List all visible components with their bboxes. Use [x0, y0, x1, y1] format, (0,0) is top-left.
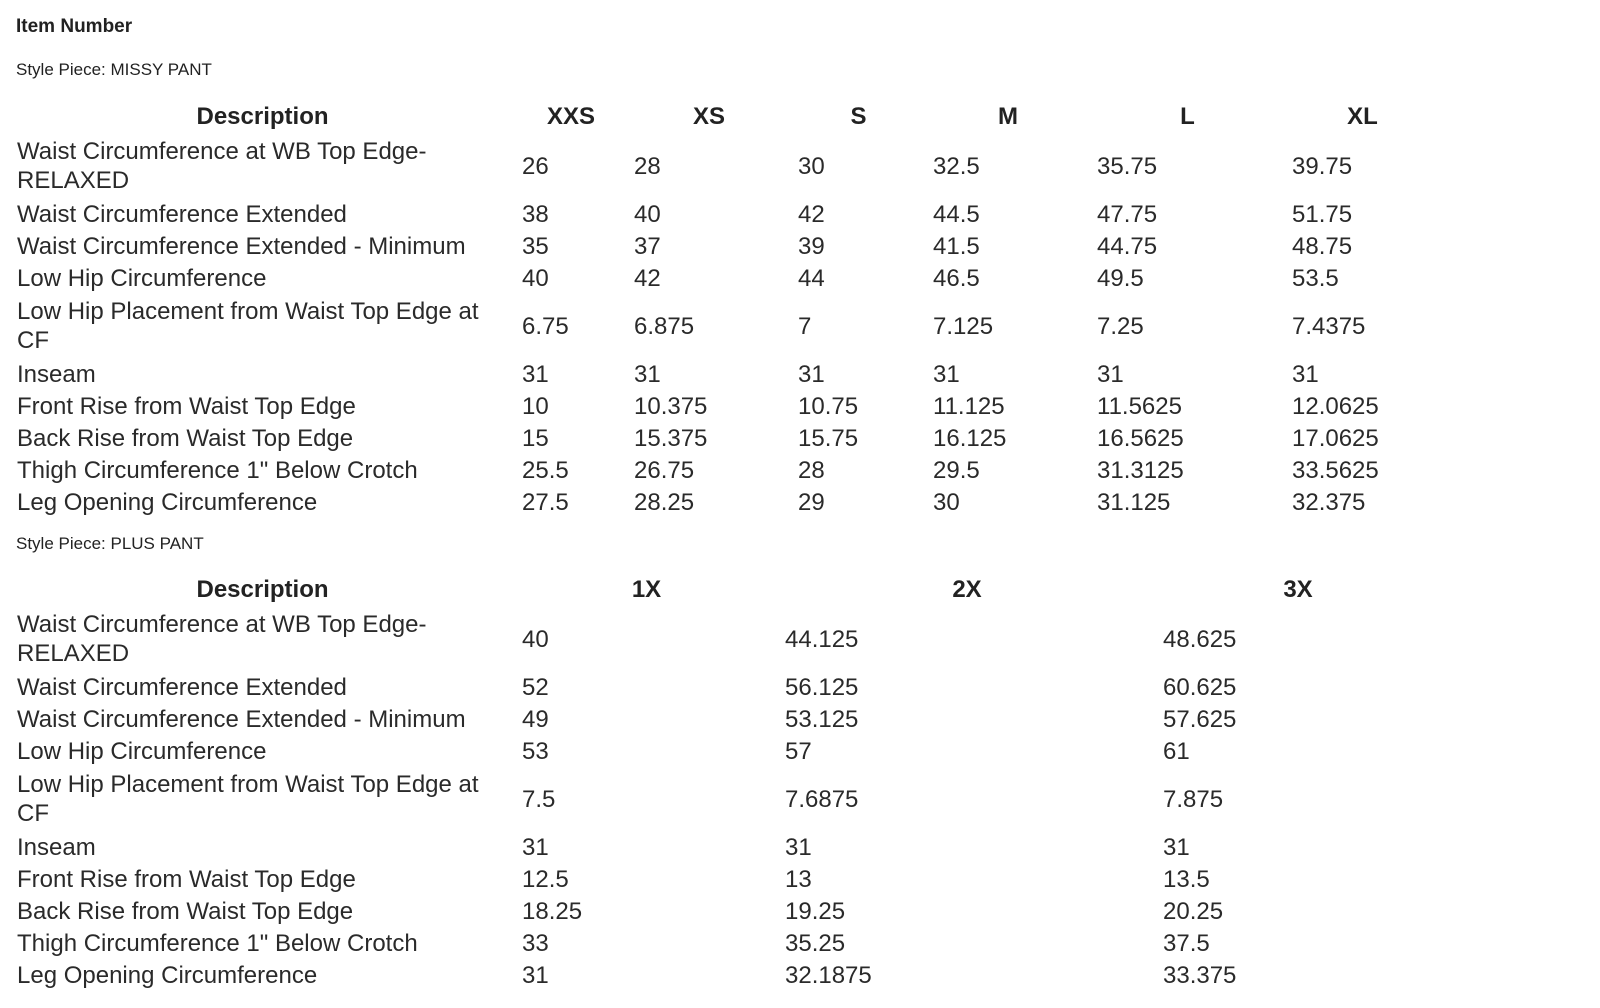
measurement-cell: 40 — [522, 264, 549, 292]
measurement-cell: 53 — [522, 737, 549, 765]
table-row — [10, 486, 1440, 518]
measurement-cell: 42 — [798, 200, 825, 228]
style-piece-plus: Style Piece: PLUS PANT — [16, 534, 204, 553]
measurement-cell: 26.75 — [634, 456, 695, 484]
table-row — [10, 927, 1440, 959]
measurement-cell: 40 — [522, 625, 549, 653]
missy-pant-spec-table — [10, 100, 1440, 518]
measurement-cell: 17.0625 — [1292, 424, 1379, 452]
measurement-cell: 41.5 — [933, 232, 980, 260]
measurement-cell: 44.5 — [933, 200, 980, 228]
style-piece-missy: Style Piece: MISSY PANT — [16, 60, 212, 79]
column-header-description: Description — [196, 576, 329, 603]
measurement-cell: 7.5 — [522, 785, 556, 813]
measurement-cell: 13 — [785, 865, 812, 893]
measurement-cell: 15.375 — [634, 424, 708, 452]
measurement-cell: 32.375 — [1292, 488, 1366, 516]
item-number-heading: Item Number — [16, 16, 133, 37]
measurement-cell: 15 — [522, 424, 549, 452]
row-description: Waist Circumference Extended — [17, 673, 347, 701]
row-description: Low Hip Circumference — [17, 737, 267, 765]
measurement-cell: 32.1875 — [785, 961, 872, 989]
measurement-cell: 25.5 — [522, 456, 569, 484]
measurement-cell: 39.75 — [1292, 152, 1353, 180]
measurement-cell: 12.5 — [522, 865, 569, 893]
row-description: Thigh Circumference 1" Below Crotch — [17, 929, 418, 957]
measurement-cell: 6.75 — [522, 312, 569, 340]
column-header-size-s: S — [850, 103, 867, 130]
measurement-cell: 10.375 — [634, 392, 708, 420]
measurement-cell: 7.25 — [1097, 312, 1144, 340]
measurement-cell: 31 — [798, 360, 825, 388]
measurement-cell: 26 — [522, 152, 549, 180]
measurement-cell: 48.75 — [1292, 232, 1353, 260]
measurement-cell: 32.5 — [933, 152, 980, 180]
measurement-cell: 33 — [522, 929, 549, 957]
measurement-cell: 56.125 — [785, 673, 859, 701]
column-header-size-l: L — [1180, 103, 1195, 130]
measurement-cell: 30 — [933, 488, 960, 516]
table-header-row — [10, 573, 1440, 607]
table-row — [10, 454, 1440, 486]
row-description: Front Rise from Waist Top Edge — [17, 865, 356, 893]
table-row — [10, 134, 1440, 198]
table-row — [10, 230, 1440, 262]
measurement-cell: 35.25 — [785, 929, 846, 957]
table-row — [10, 767, 1440, 831]
measurement-cell: 52 — [522, 673, 549, 701]
measurement-cell: 35 — [522, 232, 549, 260]
measurement-cell: 46.5 — [933, 264, 980, 292]
measurement-cell: 31.125 — [1097, 488, 1171, 516]
measurement-cell: 31 — [785, 833, 812, 861]
row-description: Front Rise from Waist Top Edge — [17, 392, 356, 420]
measurement-cell: 18.25 — [522, 897, 583, 925]
measurement-cell: 6.875 — [634, 312, 695, 340]
measurement-cell: 31 — [1163, 833, 1190, 861]
column-header-size-xs: XS — [692, 103, 725, 130]
measurement-cell: 28 — [634, 152, 661, 180]
measurement-cell: 10 — [522, 392, 549, 420]
measurement-cell: 53.5 — [1292, 264, 1339, 292]
measurement-cell: 31.3125 — [1097, 456, 1184, 484]
measurement-cell: 11.125 — [933, 392, 1005, 420]
row-description: Low Hip Placement from Waist Top Edge at CF — [17, 298, 479, 354]
measurement-cell: 57.625 — [1163, 705, 1237, 733]
measurement-cell: 40 — [634, 200, 661, 228]
measurement-cell: 20.25 — [1163, 897, 1224, 925]
table-row — [10, 607, 1440, 671]
row-description: Low Hip Placement from Waist Top Edge at CF — [17, 771, 479, 827]
table-row — [10, 262, 1440, 294]
measurement-cell: 7.4375 — [1292, 312, 1366, 340]
table-row — [10, 863, 1440, 895]
measurement-cell: 33.375 — [1163, 961, 1237, 989]
table-row — [10, 198, 1440, 230]
measurement-cell: 31 — [522, 833, 549, 861]
table-row — [10, 959, 1440, 991]
row-description: Leg Opening Circumference — [17, 488, 318, 516]
measurement-cell: 44.125 — [785, 625, 859, 653]
measurement-cell: 29.5 — [933, 456, 980, 484]
row-description: Leg Opening Circumference — [17, 961, 318, 989]
measurement-cell: 30 — [798, 152, 825, 180]
table-row — [10, 703, 1440, 735]
measurement-cell: 29 — [798, 488, 825, 516]
measurement-cell: 48.625 — [1163, 625, 1237, 653]
measurement-cell: 61 — [1163, 737, 1190, 765]
row-description: Low Hip Circumference — [17, 264, 267, 292]
column-header-size-xxs: XXS — [546, 103, 596, 130]
measurement-cell: 60.625 — [1163, 673, 1237, 701]
column-header-size-1x: 1X — [631, 576, 662, 603]
row-description: Waist Circumference at WB Top Edge- RELAXED — [17, 611, 427, 667]
measurement-cell: 11.5625 — [1097, 392, 1182, 420]
row-description: Waist Circumference Extended - Minimum — [17, 232, 466, 260]
measurement-cell: 31 — [1292, 360, 1319, 388]
row-description: Thigh Circumference 1" Below Crotch — [17, 456, 418, 484]
table-row — [10, 358, 1440, 390]
measurement-cell: 16.5625 — [1097, 424, 1184, 452]
column-header-size-3x: 3X — [1283, 576, 1313, 603]
measurement-cell: 49 — [522, 705, 549, 733]
table-row — [10, 422, 1440, 454]
measurement-cell: 16.125 — [933, 424, 1007, 452]
measurement-cell: 27.5 — [522, 488, 569, 516]
measurement-cell: 39 — [798, 232, 825, 260]
measurement-cell: 44.75 — [1097, 232, 1158, 260]
table-row — [10, 671, 1440, 703]
measurement-cell: 37 — [634, 232, 661, 260]
measurement-cell: 19.25 — [785, 897, 846, 925]
measurement-cell: 28 — [798, 456, 825, 484]
row-description: Back Rise from Waist Top Edge — [17, 424, 354, 452]
measurement-cell: 28.25 — [634, 488, 695, 516]
row-description: Waist Circumference Extended — [17, 200, 347, 228]
measurement-cell: 33.5625 — [1292, 456, 1379, 484]
measurement-cell: 7.125 — [933, 312, 994, 340]
column-header-size-2x: 2X — [952, 576, 982, 603]
plus-pant-spec-table — [10, 573, 1440, 991]
measurement-cell: 31 — [933, 360, 960, 388]
table-row — [10, 390, 1440, 422]
measurement-cell: 42 — [634, 264, 661, 292]
table-row — [10, 735, 1440, 767]
table-row — [10, 895, 1440, 927]
measurement-cell: 31 — [634, 360, 661, 388]
table-row — [10, 831, 1440, 863]
measurement-cell: 7 — [798, 312, 812, 340]
measurement-cell: 37.5 — [1163, 929, 1210, 957]
measurement-cell: 38 — [522, 200, 549, 228]
measurement-cell: 12.0625 — [1292, 392, 1379, 420]
measurement-cell: 51.75 — [1292, 200, 1353, 228]
measurement-cell: 10.75 — [798, 392, 859, 420]
measurement-cell: 53.125 — [785, 705, 859, 733]
measurement-cell: 13.5 — [1163, 865, 1210, 893]
measurement-cell: 49.5 — [1097, 264, 1144, 292]
row-description: Inseam — [17, 360, 96, 388]
measurement-cell: 31 — [522, 961, 549, 989]
table-header-row — [10, 100, 1440, 134]
row-description: Waist Circumference Extended - Minimum — [17, 705, 466, 733]
measurement-cell: 7.875 — [1163, 785, 1224, 813]
column-header-description: Description — [196, 103, 329, 130]
measurement-cell: 35.75 — [1097, 152, 1158, 180]
measurement-cell: 7.6875 — [785, 785, 859, 813]
measurement-cell: 15.75 — [798, 424, 859, 452]
column-header-size-xl: XL — [1347, 103, 1378, 130]
measurement-cell: 31 — [1097, 360, 1124, 388]
measurement-cell: 57 — [785, 737, 812, 765]
measurement-cell: 31 — [522, 360, 549, 388]
row-description: Inseam — [17, 833, 96, 861]
column-header-size-m: M — [998, 103, 1018, 130]
row-description: Waist Circumference at WB Top Edge- RELAXED — [17, 138, 427, 194]
row-description: Back Rise from Waist Top Edge — [17, 897, 354, 925]
table-row — [10, 294, 1440, 358]
measurement-cell: 47.75 — [1097, 200, 1158, 228]
measurement-cell: 44 — [798, 264, 825, 292]
